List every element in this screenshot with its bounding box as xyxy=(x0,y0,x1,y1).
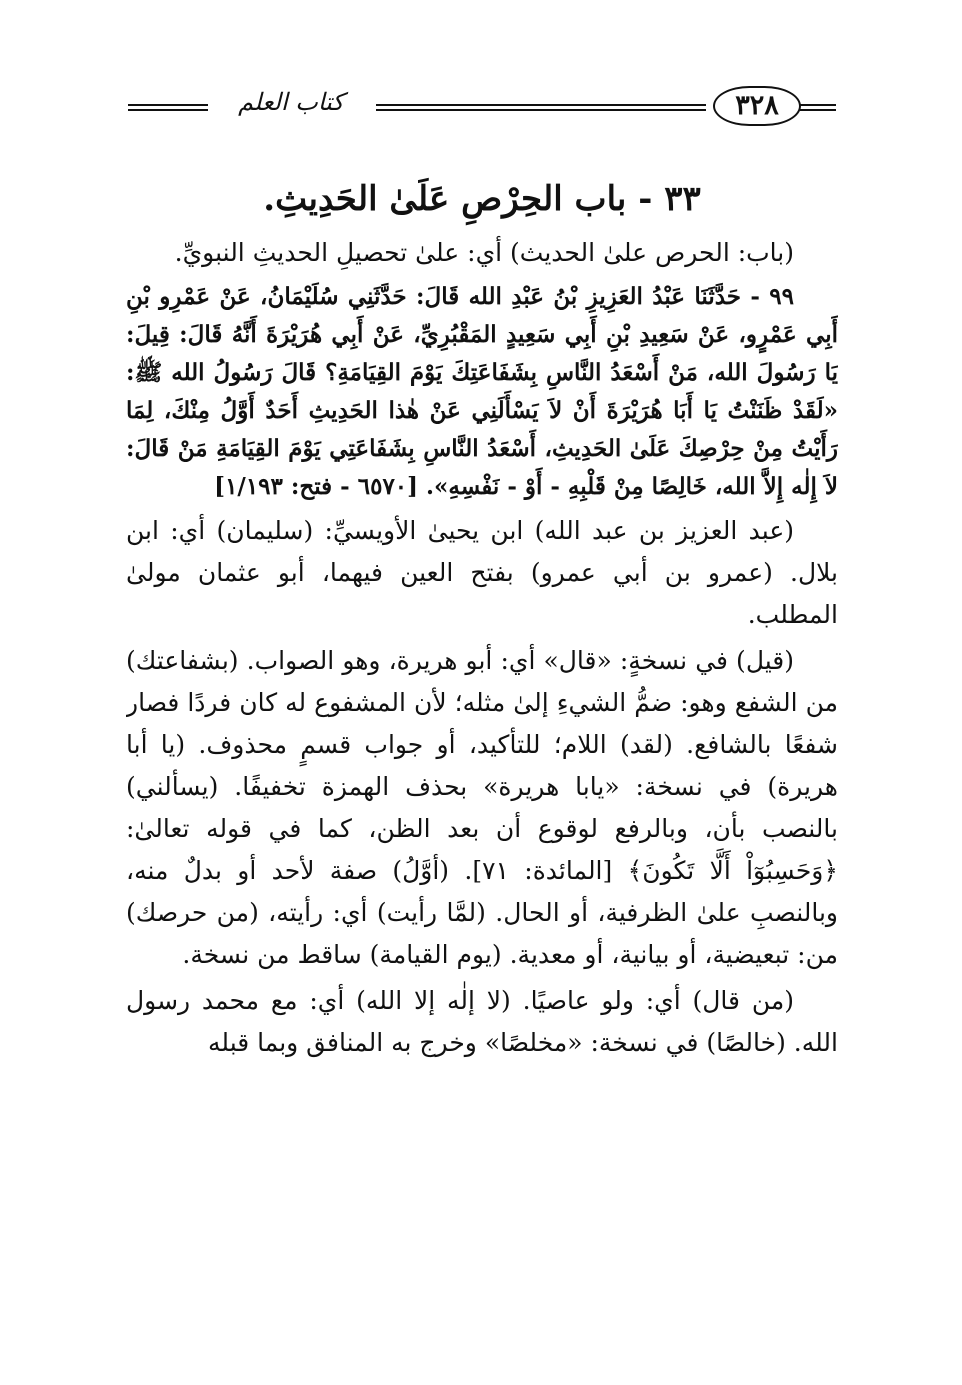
page-header xyxy=(128,84,836,130)
page-number: ٣٢٨ xyxy=(713,86,801,126)
header-rule-right xyxy=(800,104,836,111)
page-content xyxy=(126,172,838,1382)
commentary-narrators: (عبد العزيز بن عبد الله) ابن يحيىٰ الأويسيِّ: (سليمان) أي: ابن بلال. (عمرو بن أبي عمرو) بفتح العين فيهما، أبو عثمان مولىٰ المطلب. xyxy=(126,516,838,629)
hadith-text: ٩٩ - حَدَّثَنَا عَبْدُ العَزِيزِ بْنُ عَبْدِ الله قَالَ: حَدَّثَنِي سُلَيْمَانُ، عَنْ عَمْرِو بْنِ أَبِي عَمْرٍو، عَنْ سَعِيدِ بْنِ أَبِي سَعِيدٍ المَقْبُرِيِّ، عَنْ أَبِي هُرَيْرَةَ أَنَّهُ قَالَ: قِيلَ: يَا رَسُولَ الله، مَنْ أَسْعَدُ النَّاسِ بِشَفَاعَتِكَ يَوْمَ القِيَامَةِ؟ قَالَ رَسُولُ الله ﷺ: «لَقَدْ ظَنَنْتُ يَا أَبَا هُرَيْرَةَ أَنْ لاَ يَسْأَلَنِي عَنْ هٰذا الحَدِيثِ أَحَدٌ أَوَّلُ مِنْكَ، لِمَا رَأَيْتُ مِنْ حِرْصِكَ عَلَىٰ الحَدِيثِ، أَسْعَدُ النَّاسِ بِشَفَاعَتِي يَوْمَ القِيَامَةِ مَنْ قَالَ: لاَ إِلٰه إِلاَّ الله، خَالِصًا مِنْ قَلْبِهِ - أَوْ - نَفْسِهِ». [٦٥٧٠ - فتح: ١/١٩٣] xyxy=(126,283,838,500)
chapter-title: ٣٣ - باب الحِرْصِ عَلَىٰ الحَدِيثِ. xyxy=(263,179,701,219)
book-title: كتاب العلم xyxy=(238,88,344,116)
header-rule-left xyxy=(128,104,208,111)
chapter-explanation: (باب: الحرص علىٰ الحديث) أي: علىٰ تحصيلِ الحديثِ النبويِّ. xyxy=(174,238,794,267)
commentary-conclusion: (من قال) أي: ولو عاصيًا. (لا إلٰه إلا الله) أي: مع محمد رسول الله. (خالصًا) في نسخة: «مخلصًا» وخرج به المنافق وبما قبله xyxy=(126,986,838,1057)
commentary-vocabulary: (قيل) في نسخةٍ: «قال» أي: أبو هريرة، وهو الصواب. (بشفاعتك) من الشفع وهو: ضمُّ الشيءِ إلىٰ مثله؛ لأن المشفوع له كان فردًا فصار شفعًا بالشافع. (لقد) اللام؛ للتأكيد، أو جواب قسمٍ محذوف. (يا أبا هريرة) في نسخة: «يابا هريرة» بحذف الهمزة تخفيفًا. (يسألني) بالنصب بأن، وبالرفع لوقوع أن بعد الظن، كما في قوله تعالىٰ: ﴿وَحَسِبُوٓاْ أَلَّا تَكُونَ﴾ [المائدة: ٧١]. (أوَّلُ) صفة لأحد أو بدلٌ منه، وبالنصبِ علىٰ الظرفية، أو الحال. (لمَّا رأيت) أي: رأيته، (من حرصك) من: تبعيضية، أو بيانية، أو معدية. (يوم القيامة) ساقط من نسخة. xyxy=(126,646,838,969)
header-rule-middle xyxy=(376,104,706,111)
